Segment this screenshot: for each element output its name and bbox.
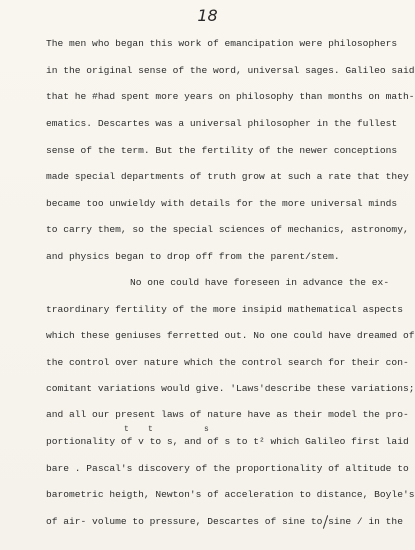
text-line-11: traordinary fertility of the more insipid mathematical aspects bbox=[46, 304, 403, 315]
text-line-7: became too unwieldy with details for the more universal minds bbox=[46, 198, 398, 209]
text-line-12: which these geniuses ferretted out. No one could have dreamed of bbox=[46, 330, 415, 341]
text-line-1: The men who began this work of emancipation were philosophers bbox=[46, 38, 398, 49]
handwritten-annotation-t2: t bbox=[148, 425, 153, 434]
text-line-17: bare . Pascal's discovery of the proportionality of altitude to bbox=[46, 463, 409, 474]
text-line-4: ematics. Descartes was a universal philosopher in the fullest bbox=[46, 118, 398, 129]
text-line-2: in the original sense of the word, universal sages. Galileo said bbox=[46, 65, 415, 76]
handwritten-annotation-s: s bbox=[204, 425, 209, 434]
text-line-8: to carry them, so the special sciences of mechanics, astronomy, bbox=[46, 224, 409, 235]
text-line-13: the control over nature which the control search for their con- bbox=[46, 357, 409, 368]
text-line-16: portionality of v to s, and of s to t² which Galileo first laid bbox=[46, 436, 409, 447]
text-line-6: made special departments of truth grow at such a rate that they bbox=[46, 171, 409, 182]
text-line-9: and physics began to drop off from the parent/stem. bbox=[46, 251, 340, 262]
text-line-19: of air- volume to pressure, Descartes of sine to sine / in the bbox=[46, 516, 403, 527]
handwritten-annotation-t1: t bbox=[124, 425, 129, 434]
text-line-15: and all our present laws of nature have as their model the pro- bbox=[46, 409, 409, 420]
text-line-5: sense of the term. But the fertility of the newer conceptions bbox=[46, 145, 398, 156]
text-line-3: that he #had spent more years on philosophy than months on math- bbox=[46, 91, 415, 102]
text-line-18: barometric heigth, Newton's of acceleration to distance, Boyle's bbox=[46, 489, 415, 500]
text-line-10: No one could have foreseen in advance the ex- bbox=[130, 277, 390, 288]
page-number: 18 bbox=[197, 6, 218, 25]
text-line-14: comitant variations would give. 'Laws'describe these variations; bbox=[46, 383, 415, 394]
